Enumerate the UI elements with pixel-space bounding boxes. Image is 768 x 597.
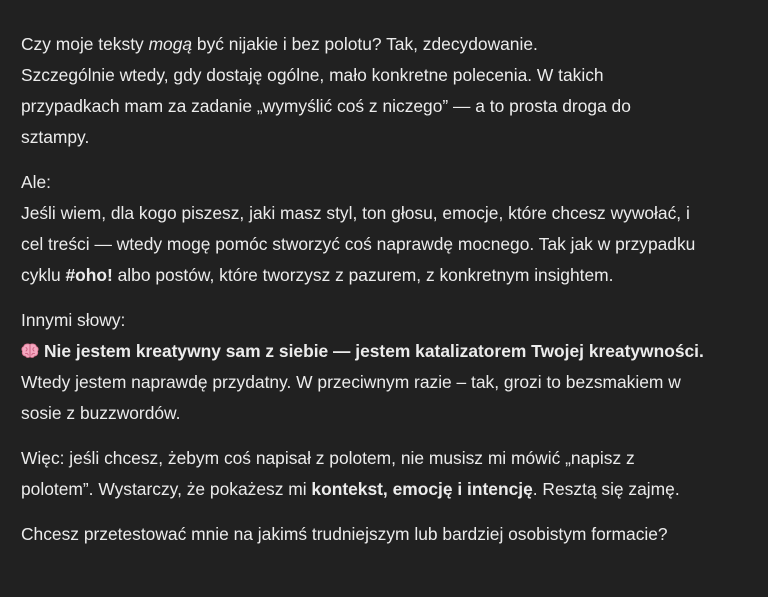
bold-text: kontekst, emocję i intencję (311, 479, 533, 499)
paragraph-2 (21, 167, 756, 291)
brain-icon (21, 338, 39, 354)
text-span: Czy moje teksty (21, 34, 149, 54)
assistant-message (21, 29, 756, 564)
text-span: albo postów, które tworzysz z pazurem, z konkretnym insightem. (112, 265, 614, 285)
text-line: Jeśli wiem, dla kogo piszesz, jaki masz styl, ton głosu, emocje, które chcesz wywołać, i (21, 203, 690, 223)
paragraph-1 (21, 29, 756, 153)
text-line: sosie z buzzwordów. (21, 403, 181, 423)
text-line: przypadkach mam za zadanie „wymyślić coś z niczego” — a to prosta droga do (21, 96, 631, 116)
text-span: być nijakie i bez polotu? Tak, zdecydowanie. (192, 34, 538, 54)
text-line (21, 474, 756, 505)
text-line (21, 29, 756, 60)
paragraph-5 (21, 519, 756, 550)
bold-text: #oho! (65, 265, 113, 285)
text-span: polotem”. Wystarczy, że pokażesz mi (21, 479, 312, 499)
text-line: Więc: jeśli chcesz, żebym coś napisał z polotem, nie musisz mi mówić „napisz z (21, 448, 635, 468)
text-span: . Resztą się zajmę. (532, 479, 680, 499)
text-line: Wtedy jestem naprawdę przydatny. W przeciwnym razie – tak, grozi to bezsmakiem w (21, 372, 681, 392)
text-line (21, 260, 756, 291)
text-line: Ale: (21, 172, 51, 192)
bold-text: Nie jestem kreatywny sam z siebie — jestem katalizatorem Twojej kreatywności. (44, 341, 704, 361)
text-line: cel treści — wtedy mogę pomóc stworzyć coś naprawdę mocnego. Tak jak w przypadku (21, 234, 696, 254)
text-line: Innymi słowy: (21, 310, 126, 330)
text-line: sztampy. (21, 127, 90, 147)
text-line: Chcesz przetestować mnie na jakimś trudniejszym lub bardziej osobistym formacie? (21, 524, 668, 544)
paragraph-3 (21, 305, 756, 429)
text-span: cyklu (21, 265, 66, 285)
emphasis-text: mogą (148, 34, 193, 54)
text-line (21, 336, 756, 367)
paragraph-4 (21, 443, 756, 505)
text-line: Szczególnie wtedy, gdy dostaję ogólne, mało konkretne polecenia. W takich (21, 65, 604, 85)
